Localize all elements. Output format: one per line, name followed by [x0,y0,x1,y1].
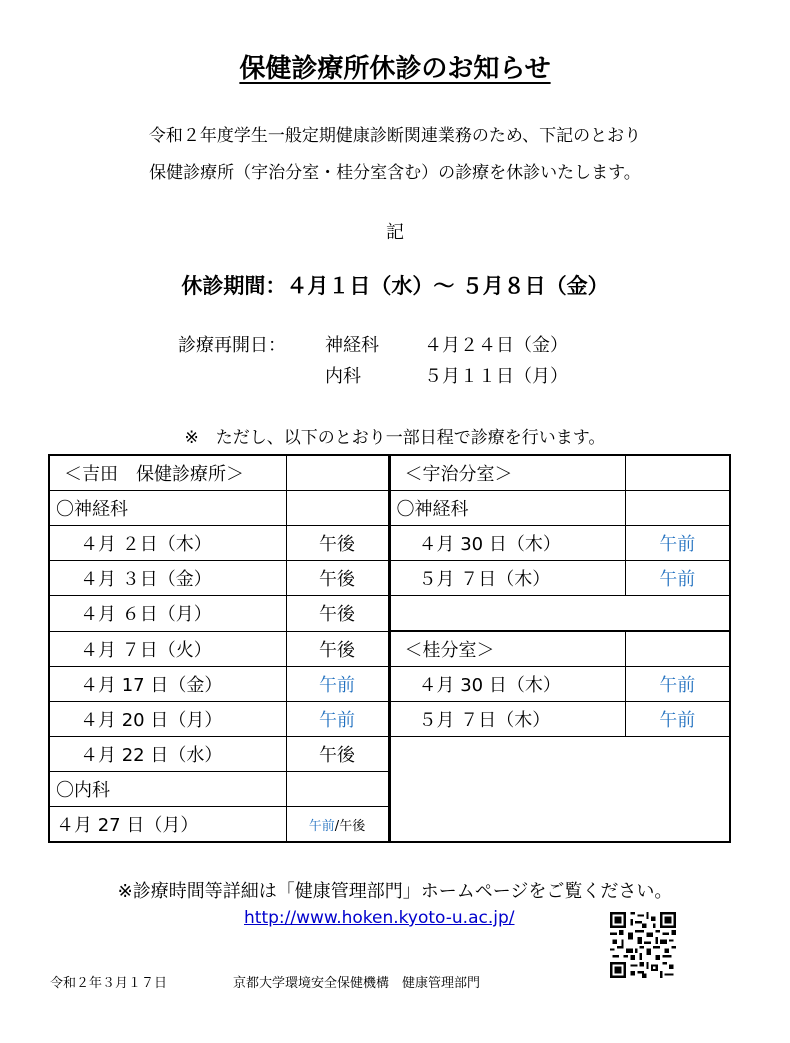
katsura-header: ＜桂分室＞ [389,631,625,667]
intro-line-2: 保健診療所（宇治分室・桂分室含む）の診療を休診いたします。 [149,163,641,183]
katsura-date: ４月 30 日（木） [389,667,625,702]
yoshida-date: ４月 ２日（木） [49,526,286,561]
schedule-table [48,454,731,843]
intro-line-1: 令和２年度学生一般定期健康診断関連業務のため、下記のとおり [148,126,642,146]
yoshida-slot: 午前 [286,667,389,702]
resume-dept-neuro: 神経科 [325,335,379,356]
homepage-link[interactable]: http://www.hoken.kyoto-u.ac.jp/ [244,908,515,928]
slot-separator: / [334,818,340,834]
yoshida-slot: 午後 [286,561,389,596]
page-title: 保健診療所休診のお知らせ [239,54,551,84]
uji-date: ４月 30 日（木） [389,526,625,561]
uji-header: ＜宇治分室＞ [389,455,625,491]
katsura-date: ５月 ７日（木） [389,702,625,737]
table-row [49,702,730,737]
ki-heading: 記 [386,222,404,243]
yoshida-internal-slot [286,807,389,843]
table-row [49,667,730,702]
table-row [49,631,730,667]
detail-note: ※診療時間等詳細は「健康管理部門」ホームページをご覧ください。 [117,881,673,902]
table-row [49,596,730,632]
resume-date-internal: ５月１１日（月） [424,366,568,387]
footer-date: 令和２年３月１７日 [50,976,168,991]
pm-slot: 午後 [339,818,366,834]
uji-slot: 午前 [625,526,730,561]
resume-date-neuro: ４月２４日（金） [424,335,568,356]
yoshida-slot: 午後 [286,631,389,667]
yoshida-slot: 午後 [286,737,389,772]
yoshida-date: ４月 ６日（月） [49,596,286,632]
yoshida-slot: 午後 [286,596,389,632]
table-row [49,491,730,526]
table-row [49,561,730,596]
partial-service-note: ※ ただし、以下のとおり一部日程で診療を行います。 [184,428,606,448]
table-row [49,455,730,491]
yoshida-neuro-label: 〇神経科 [49,491,286,526]
footer-organization: 京都大学環境安全保健機構 健康管理部門 [233,976,481,991]
resume-dept-internal: 内科 [325,366,361,387]
yoshida-date: ４月 20 日（月） [49,702,286,737]
uji-slot: 午前 [625,561,730,596]
yoshida-slot: 午前 [286,702,389,737]
yoshida-internal-label: 〇内科 [49,772,286,807]
resume-label: 診療再開日： [178,335,286,356]
closure-period: 休診期間：４月１日（水）～ ５月８日（金） [181,274,609,298]
yoshida-slot: 午後 [286,526,389,561]
uji-date: ５月 ７日（木） [389,561,625,596]
qr-code-icon [610,912,676,978]
katsura-slot: 午前 [625,702,730,737]
yoshida-header: ＜吉田 保健診療所＞ [49,455,286,491]
yoshida-date: ４月 17 日（金） [49,667,286,702]
katsura-slot: 午前 [625,667,730,702]
table-row [49,737,730,772]
yoshida-internal-date: ４月 27 日（月） [49,807,286,843]
table-row [49,526,730,561]
yoshida-date: ４月 ７日（火） [49,631,286,667]
am-slot: 午前 [308,818,335,834]
yoshida-date: ４月 ３日（金） [49,561,286,596]
uji-neuro-label: 〇神経科 [389,491,625,526]
yoshida-date: ４月 22 日（水） [49,737,286,772]
